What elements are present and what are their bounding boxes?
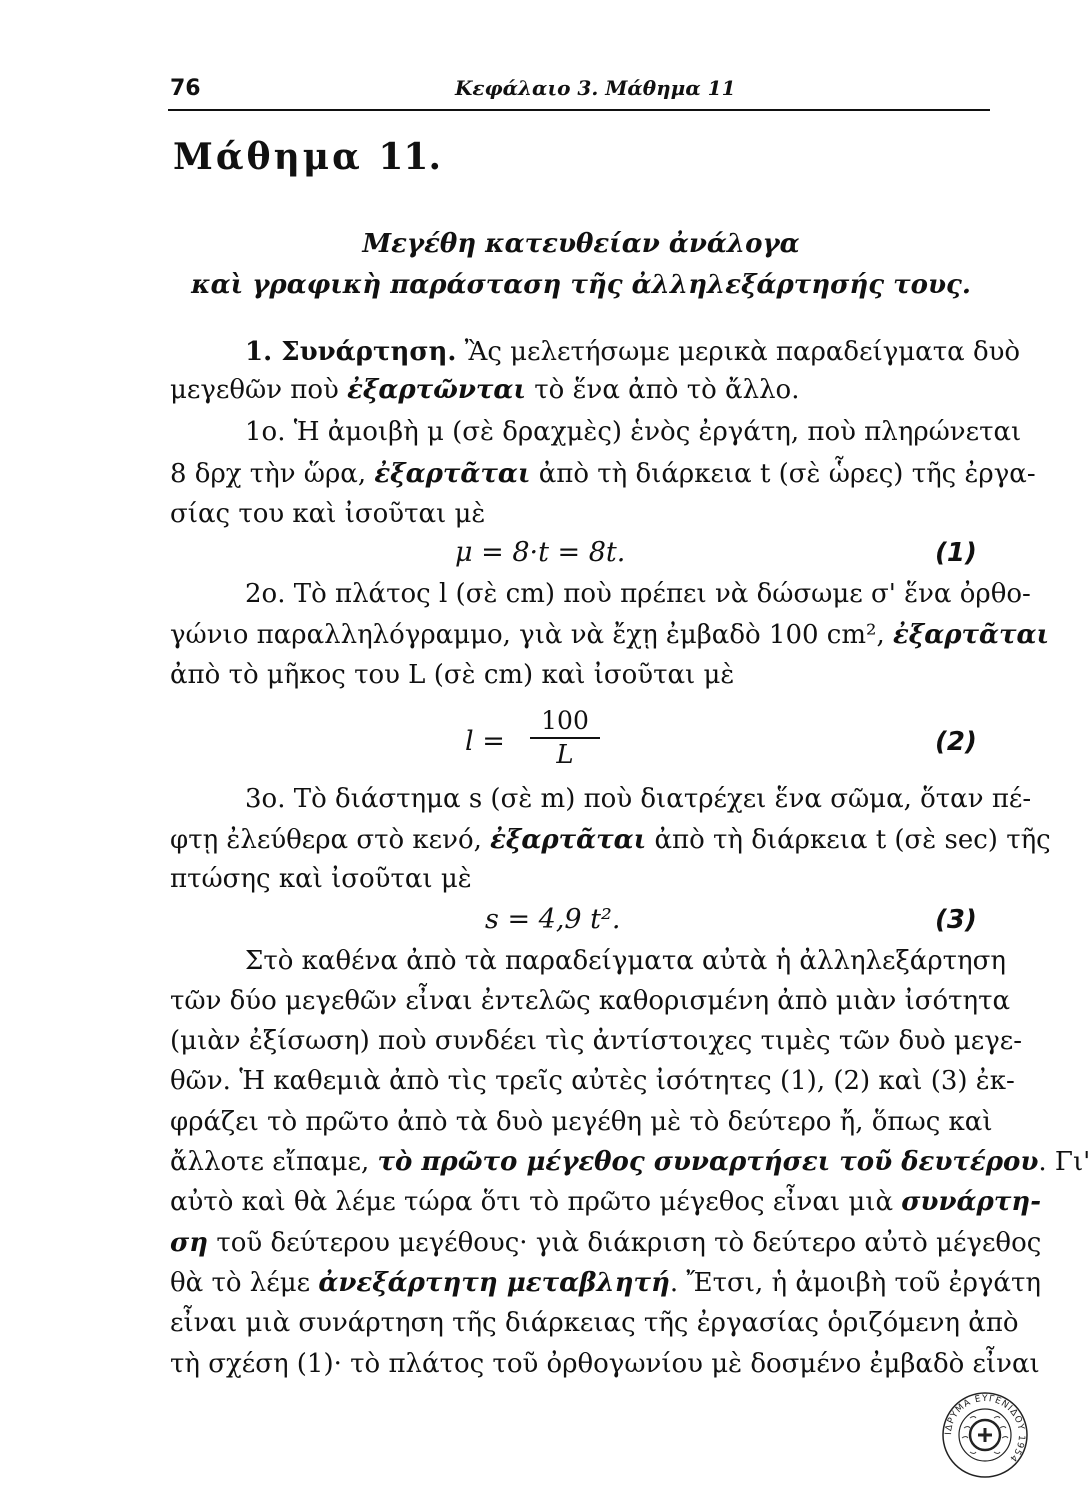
paragraph-line: αὐτὸ καὶ θὰ λέμε τώρα ὅτι τὸ πρῶτο μέγεθος εἶναι μιὰ συνάρτη- (170, 1187, 1042, 1217)
example3-line1: 3ο. Τὸ διάστημα s (σὲ m) ποὺ διατρέχει ἕνα σῶμα, ὅταν πέ- (245, 784, 1032, 814)
equation-number-1: (1) (935, 538, 977, 568)
seal-text: ΙΔΡΥΜΑ ΕΥΓΕΝΙΔΟΥ 1954 (943, 1393, 1027, 1464)
section-title-line1: Μεγέθη κατευθείαν ἀνάλογα (362, 229, 800, 259)
equation-2-fraction (530, 706, 600, 770)
example2-line1: 2ο. Τὸ πλάτος l (σὲ cm) ποὺ πρέπει νὰ δώσωμε σ' ἕνα ὀρθο- (245, 579, 1031, 609)
paragraph-line: (μιὰν ἐξίσωση) ποὺ συνδέει τὶς ἀντίστοιχες τιμὲς τῶν δυὸ μεγε- (170, 1026, 1023, 1056)
fraction-numerator: 100 (541, 706, 589, 735)
paragraph-line: τῶν δύο μεγεθῶν εἶναι ἐντελῶς καθορισμένη ἀπὸ μιὰν ἰσότητα (170, 986, 1011, 1016)
section-title-line2: καὶ γραφικὴ παράσταση τῆς ἀλληλεξάρτησής τους. (191, 270, 971, 300)
paragraph-line: θὰ τὸ λέμε ἀνεξάρτητη μεταβλητή. Ἔτσι, ἡ ἀμοιβὴ τοῦ ἐργάτη (170, 1268, 1041, 1298)
equation-number-2: (2) (935, 727, 977, 757)
equation-3: s = 4,9 t². (485, 904, 621, 935)
fraction-denominator: L (556, 740, 574, 770)
paragraph-line: θῶν. Ἡ καθεμιὰ ἀπὸ τὶς τρεῖς αὐτὲς ἰσότητες (1), (2) καὶ (3) ἐκ- (170, 1066, 1015, 1096)
section1-line1: 1. Συνάρτηση. Ἂς μελετήσωμε μερικὰ παραδείγματα δυὸ (245, 337, 1021, 367)
equation-number-3: (3) (935, 905, 977, 935)
lesson-word: Μάθημα (173, 136, 363, 178)
example1-line2: 8 δρχ τὴν ὥρα, ἐξαρτᾶται ἀπὸ τὴ διάρκεια t (σὲ ὧρες) τῆς ἐργα- (170, 459, 1036, 489)
equation-2-lhs: l = (465, 726, 505, 757)
paragraph-line: Στὸ καθένα ἀπὸ τὰ παραδείγματα αὐτὰ ἡ ἀλληλεξάρτηση (245, 946, 1006, 976)
section1-line2: μεγεθῶν ποὺ ἐξαρτῶνται τὸ ἕνα ἀπὸ τὸ ἄλλο. (170, 375, 800, 405)
example2-line3: ἀπὸ τὸ μῆκος του L (σὲ cm) καὶ ἰσοῦται μὲ (170, 660, 735, 690)
paragraph-line: ση τοῦ δεύτερου μεγέθους· γιὰ διάκριση τὸ δεύτερο αὐτὸ μέγεθος (170, 1228, 1042, 1258)
lesson-number: 11. (378, 136, 441, 178)
example3-line3: πτώσης καὶ ἰσοῦται μὲ (170, 864, 472, 894)
example1-line1: 1ο. Ἡ ἀμοιβὴ μ (σὲ δραχμὲς) ἑνὸς ἐργάτη, ποὺ πληρώνεται (245, 417, 1022, 447)
paragraph-line: φράζει τὸ πρῶτο ἀπὸ τὰ δυὸ μεγέθη μὲ τὸ δεύτερο ἤ, ὅπως καὶ (170, 1107, 993, 1137)
header-rule (168, 109, 990, 111)
foundation-seal-icon (940, 1390, 1030, 1480)
example1-line3: σίας του καὶ ἰσοῦται μὲ (170, 499, 486, 529)
fraction-bar (530, 737, 600, 739)
page-number: 76 (170, 76, 201, 101)
equation-1: μ = 8·t = 8t. (455, 537, 626, 568)
paragraph-line: τὴ σχέση (1)· τὸ πλάτος τοῦ ὀρθογωνίου μὲ δοσμένο ἐμβαδὸ εἶναι (170, 1349, 1040, 1379)
paragraph-line: ἄλλοτε εἴπαμε, τὸ πρῶτο μέγεθος συναρτήσει τοῦ δευτέρου. Γι' (170, 1147, 1090, 1177)
example3-line2: φτῃ ἐλεύθερα στὸ κενό, ἐξαρτᾶται ἀπὸ τὴ διάρκεια t (σὲ sec) τῆς (170, 825, 1051, 855)
example2-line2: γώνιο παραλληλόγραμμο, γιὰ νὰ ἔχῃ ἐμβαδὸ 100 cm², ἐξαρτᾶται (170, 620, 1050, 650)
running-header: Κεφάλαιο 3. Μάθημα 11 (455, 76, 736, 100)
paragraph-line: εἶναι μιὰ συνάρτηση τῆς διάρκειας τῆς ἐργασίας ὁριζόμενη ἀπὸ (170, 1308, 1019, 1338)
section1-label: 1. Συνάρτηση. (245, 337, 457, 367)
lesson-heading (173, 136, 441, 178)
